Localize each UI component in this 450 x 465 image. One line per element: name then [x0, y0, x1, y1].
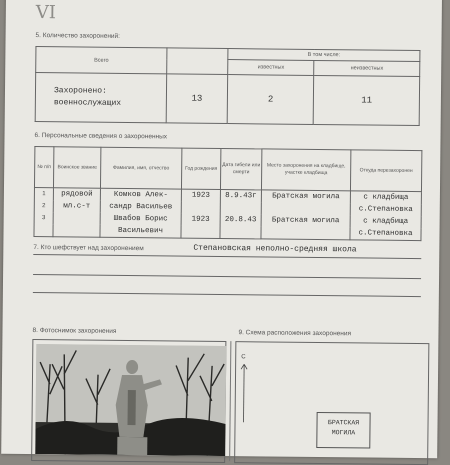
section5-title: 5. Количество захоронений: — [35, 32, 121, 40]
cell-name: Швабов Борис — [100, 213, 181, 226]
cell-birth — [181, 226, 220, 239]
col-including-header: В том числе: — [228, 49, 420, 62]
cell-rank — [53, 212, 100, 224]
header-birth: Год рождения — [181, 148, 220, 189]
col-known-header: известных — [228, 60, 315, 76]
cell-rank: рядовой — [53, 188, 100, 201]
cell-rank — [53, 224, 100, 237]
north-arrow-icon — [238, 364, 251, 424]
cell-place: Братская могила — [261, 214, 350, 227]
header-name: Фамилия, имя, отчество — [100, 147, 181, 189]
north-label: С — [241, 354, 246, 361]
blank-line-2 — [33, 292, 421, 297]
cell-place — [261, 202, 350, 215]
header-place: Место захоронения на кладбище, участке кладбища — [261, 149, 350, 191]
blank-line-1 — [33, 274, 421, 279]
row-number: 2 — [34, 200, 53, 212]
col-total-header: Всего — [36, 47, 167, 74]
known-count: 2 — [227, 75, 314, 125]
stamp-line-2: МОГИЛА — [331, 429, 356, 437]
cell-place: Братская могила — [261, 190, 350, 203]
patron-value: Степановская неполно-средняя школа — [193, 243, 357, 255]
memorial-photo — [35, 344, 226, 456]
cell-death — [220, 226, 261, 239]
cell-death: 20.8.43 — [220, 214, 261, 226]
patron-underline — [33, 254, 421, 259]
burial-count-table — [35, 46, 421, 126]
cell-birth: 1923 — [181, 189, 220, 202]
section8-title: 8. Фотоснимок захоронения — [32, 327, 117, 335]
total-count: 13 — [166, 74, 228, 124]
cell-birth — [181, 202, 220, 214]
section9-title: 9. Схема расположения захоронения — [238, 329, 352, 338]
personal-data-table — [33, 146, 422, 241]
header-from: Откуда перезахоронен — [350, 150, 421, 192]
cell-from: с.Степановка — [350, 227, 421, 240]
row-number: 1 — [34, 188, 53, 201]
col-total-empty — [167, 48, 228, 75]
section7-label: 7. Кто шефствует над захоронением — [33, 244, 144, 253]
cell-birth: 1923 — [181, 214, 220, 226]
cell-from: с.Степановка — [350, 203, 421, 216]
unknown-count: 11 — [314, 75, 420, 125]
header-num: № п/п — [34, 147, 53, 188]
section6-title: 6. Персональные сведения о захороненных — [34, 132, 168, 141]
cell-name: Комков Алек- — [100, 188, 181, 201]
col-unknown-header: неизвестных — [314, 60, 420, 76]
corner-mark: VI — [35, 2, 57, 24]
header-death: Дата гибели или смерти — [220, 148, 261, 189]
section-divider — [229, 341, 231, 461]
header-rank: Воинское звание — [53, 147, 100, 188]
cell-from: с кладбища — [350, 191, 421, 204]
cell-place — [261, 226, 350, 239]
cell-name: Васильевич — [100, 225, 181, 238]
cell-name: сандр Васильев — [100, 201, 181, 214]
document-page — [1, 0, 442, 458]
cell-from: с кладбища — [350, 215, 421, 228]
memorial-photo-image — [35, 344, 226, 456]
cell-death — [220, 202, 261, 214]
cell-death: 8.9.43г — [220, 189, 261, 202]
table-row — [34, 224, 421, 241]
cell-rank: мл.с-т — [53, 200, 100, 212]
buried-label: Захоронено: военнослужащих — [35, 73, 167, 123]
mass-grave-stamp — [316, 412, 370, 449]
row-number: 3 — [34, 212, 53, 224]
row-number — [34, 224, 53, 237]
stamp-line-1: БРАТСКАЯ — [327, 419, 360, 427]
